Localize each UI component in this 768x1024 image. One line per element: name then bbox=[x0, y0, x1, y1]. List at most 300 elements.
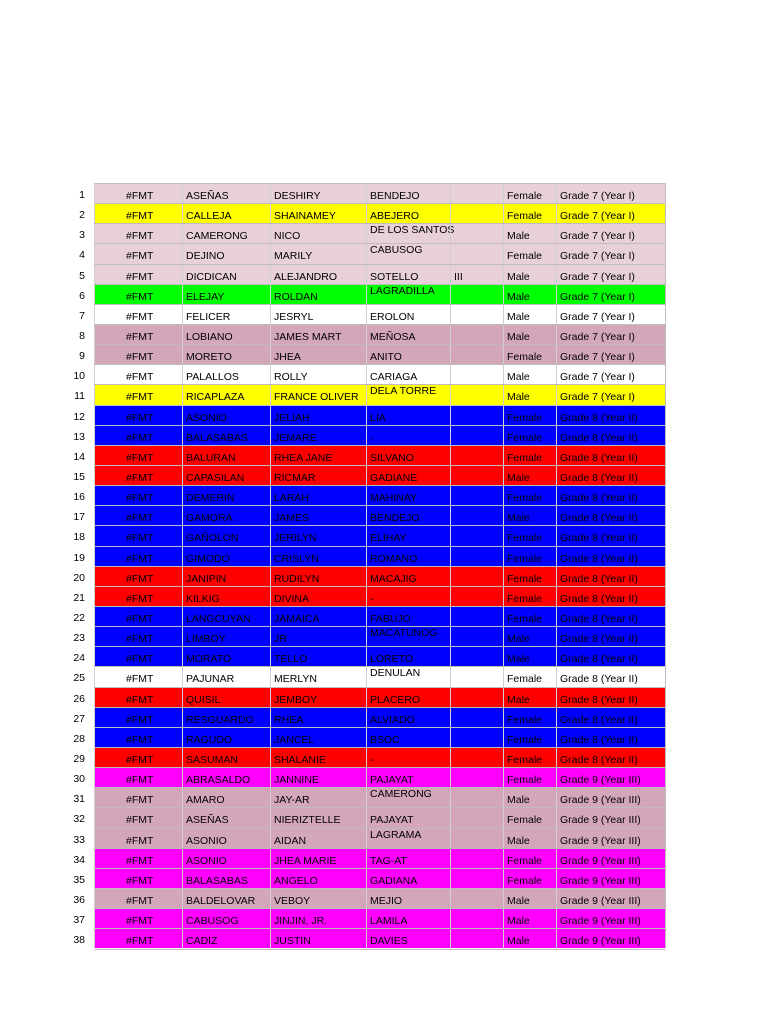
cell-middle-name[interactable] bbox=[366, 587, 450, 606]
cell-grade-level[interactable] bbox=[556, 748, 666, 767]
cell-first-name[interactable] bbox=[270, 224, 366, 243]
cell-sex[interactable] bbox=[503, 325, 556, 344]
cell-fmt-code[interactable] bbox=[94, 627, 182, 646]
cell-middle-name-text: BENDEJO bbox=[370, 190, 420, 202]
cell-middle-name[interactable] bbox=[366, 345, 450, 364]
row-band bbox=[94, 264, 666, 284]
cell-middle-name[interactable] bbox=[366, 849, 450, 868]
cell-last-name[interactable] bbox=[182, 486, 270, 505]
cell-first-name[interactable] bbox=[270, 808, 366, 827]
cell-last-name[interactable] bbox=[182, 627, 270, 646]
cell-last-name[interactable] bbox=[182, 526, 270, 545]
cell-last-name[interactable] bbox=[182, 587, 270, 606]
cell-grade-level[interactable] bbox=[556, 486, 666, 505]
cell-last-name[interactable] bbox=[182, 607, 270, 626]
cell-last-name[interactable] bbox=[182, 285, 270, 304]
cell-first-name[interactable] bbox=[270, 627, 366, 646]
cell-first-name[interactable] bbox=[270, 708, 366, 727]
cell-first-name[interactable] bbox=[270, 567, 366, 586]
cell-middle-name[interactable] bbox=[366, 204, 450, 223]
cell-sex[interactable] bbox=[503, 768, 556, 787]
cell-first-name[interactable] bbox=[270, 788, 366, 807]
cell-last-name-text: RAGUDO bbox=[186, 733, 233, 746]
cell-grade-level[interactable] bbox=[556, 426, 666, 445]
cell-middle-name-text: BENDEJO bbox=[370, 512, 420, 525]
cell-fmt-code[interactable] bbox=[94, 788, 182, 807]
cell-middle-name[interactable] bbox=[366, 607, 450, 626]
cell-grade-level[interactable] bbox=[556, 587, 666, 606]
cell-middle-name[interactable] bbox=[366, 627, 450, 646]
cell-suffix[interactable] bbox=[450, 224, 503, 243]
cell-fmt-code[interactable] bbox=[94, 708, 182, 727]
cell-sex[interactable] bbox=[503, 486, 556, 505]
cell-sex[interactable] bbox=[503, 244, 556, 263]
cell-suffix[interactable] bbox=[450, 385, 503, 404]
cell-middle-name[interactable] bbox=[366, 909, 450, 928]
cell-sex[interactable] bbox=[503, 446, 556, 465]
cell-fmt-code[interactable] bbox=[94, 406, 182, 425]
cell-middle-name[interactable] bbox=[366, 808, 450, 827]
cell-middle-name[interactable] bbox=[366, 567, 450, 586]
cell-grade-level[interactable] bbox=[556, 728, 666, 747]
cell-suffix[interactable] bbox=[450, 547, 503, 566]
cell-fmt-code[interactable] bbox=[94, 385, 182, 404]
cell-first-name[interactable] bbox=[270, 325, 366, 344]
cell-last-name[interactable] bbox=[182, 426, 270, 445]
row-number: 1 bbox=[79, 189, 85, 201]
cell-sex-text: Male bbox=[507, 310, 530, 323]
cell-middle-name[interactable] bbox=[366, 184, 450, 203]
cell-first-name[interactable] bbox=[270, 909, 366, 928]
cell-grade-level[interactable] bbox=[556, 506, 666, 525]
cell-first-name[interactable] bbox=[270, 849, 366, 868]
cell-fmt-code[interactable] bbox=[94, 204, 182, 223]
cell-last-name[interactable] bbox=[182, 748, 270, 767]
cell-middle-name-text: - bbox=[370, 592, 374, 605]
cell-last-name[interactable] bbox=[182, 567, 270, 586]
cell-middle-name[interactable] bbox=[366, 325, 450, 344]
cell-suffix[interactable] bbox=[450, 486, 503, 505]
cell-first-name-text: JESRYL bbox=[274, 310, 314, 323]
cell-suffix[interactable] bbox=[450, 567, 503, 586]
cell-last-name[interactable] bbox=[182, 708, 270, 727]
cell-first-name[interactable] bbox=[270, 647, 366, 666]
cell-grade-level[interactable] bbox=[556, 667, 666, 686]
cell-first-name[interactable] bbox=[270, 728, 366, 747]
cell-last-name[interactable] bbox=[182, 224, 270, 243]
cell-fmt-code[interactable] bbox=[94, 909, 182, 928]
cell-grade-level[interactable] bbox=[556, 869, 666, 888]
cell-last-name[interactable] bbox=[182, 788, 270, 807]
cell-middle-name[interactable] bbox=[366, 889, 450, 908]
cell-first-name[interactable] bbox=[270, 385, 366, 404]
cell-last-name[interactable] bbox=[182, 547, 270, 566]
cell-grade-level[interactable] bbox=[556, 627, 666, 646]
cell-sex[interactable] bbox=[503, 627, 556, 646]
cell-grade-level[interactable] bbox=[556, 708, 666, 727]
cell-middle-name[interactable] bbox=[366, 406, 450, 425]
cell-sex[interactable] bbox=[503, 184, 556, 203]
cell-grade-level[interactable] bbox=[556, 567, 666, 586]
cell-suffix[interactable] bbox=[450, 688, 503, 707]
cell-grade-level[interactable] bbox=[556, 305, 666, 324]
cell-middle-name[interactable] bbox=[366, 526, 450, 545]
row-band bbox=[94, 203, 666, 223]
cell-last-name[interactable] bbox=[182, 647, 270, 666]
cell-sex[interactable] bbox=[503, 406, 556, 425]
cell-grade-level[interactable] bbox=[556, 244, 666, 263]
cell-last-name[interactable] bbox=[182, 305, 270, 324]
cell-suffix[interactable] bbox=[450, 587, 503, 606]
row-number: 36 bbox=[73, 893, 85, 906]
cell-first-name-text: DIVINA bbox=[274, 592, 310, 605]
cell-fmt-code[interactable] bbox=[94, 305, 182, 324]
cell-last-name[interactable] bbox=[182, 265, 270, 284]
cell-suffix[interactable] bbox=[450, 406, 503, 425]
cell-grade-level[interactable] bbox=[556, 184, 666, 203]
cell-middle-name[interactable] bbox=[366, 305, 450, 324]
cell-middle-name[interactable] bbox=[366, 486, 450, 505]
cell-grade-level[interactable] bbox=[556, 325, 666, 344]
cell-grade-level[interactable] bbox=[556, 406, 666, 425]
cell-first-name[interactable] bbox=[270, 748, 366, 767]
cell-last-name[interactable] bbox=[182, 768, 270, 787]
cell-suffix[interactable] bbox=[450, 889, 503, 908]
cell-first-name-text: ROLLY bbox=[274, 371, 308, 384]
cell-last-name[interactable] bbox=[182, 889, 270, 908]
cell-first-name[interactable] bbox=[270, 406, 366, 425]
cell-grade-level[interactable] bbox=[556, 768, 666, 787]
cell-last-name[interactable] bbox=[182, 365, 270, 384]
cell-sex[interactable] bbox=[503, 204, 556, 223]
cell-suffix[interactable] bbox=[450, 244, 503, 263]
cell-fmt-code[interactable] bbox=[94, 184, 182, 203]
cell-last-name[interactable] bbox=[182, 466, 270, 485]
cell-sex[interactable] bbox=[503, 748, 556, 767]
cell-suffix[interactable] bbox=[450, 506, 503, 525]
cell-middle-name[interactable] bbox=[366, 244, 450, 263]
cell-sex[interactable] bbox=[503, 547, 556, 566]
cell-last-name[interactable] bbox=[182, 184, 270, 203]
cell-first-name[interactable] bbox=[270, 426, 366, 445]
cell-suffix[interactable] bbox=[450, 325, 503, 344]
cell-last-name[interactable] bbox=[182, 829, 270, 848]
cell-grade-level[interactable] bbox=[556, 385, 666, 404]
cell-first-name[interactable] bbox=[270, 204, 366, 223]
cell-middle-name[interactable] bbox=[366, 285, 450, 304]
cell-sex[interactable] bbox=[503, 587, 556, 606]
row-number: 29 bbox=[73, 752, 85, 765]
cell-middle-name[interactable] bbox=[366, 647, 450, 666]
cell-grade-level-text: Grade 9 (Year III) bbox=[560, 894, 641, 907]
cell-sex[interactable] bbox=[503, 224, 556, 243]
cell-grade-level[interactable] bbox=[556, 345, 666, 364]
cell-first-name-text: RHEA bbox=[274, 713, 304, 726]
cell-last-name[interactable] bbox=[182, 345, 270, 364]
cell-suffix[interactable] bbox=[450, 526, 503, 545]
cell-first-name[interactable] bbox=[270, 607, 366, 626]
cell-grade-level[interactable] bbox=[556, 849, 666, 868]
cell-grade-level[interactable] bbox=[556, 265, 666, 284]
cell-last-name[interactable] bbox=[182, 244, 270, 263]
cell-middle-name[interactable] bbox=[366, 728, 450, 747]
cell-last-name[interactable] bbox=[182, 385, 270, 404]
cell-first-name[interactable] bbox=[270, 345, 366, 364]
cell-last-name[interactable] bbox=[182, 929, 270, 948]
cell-middle-name[interactable] bbox=[366, 667, 450, 686]
cell-sex[interactable] bbox=[503, 929, 556, 948]
cell-last-name[interactable] bbox=[182, 909, 270, 928]
cell-suffix[interactable] bbox=[450, 849, 503, 868]
cell-suffix[interactable] bbox=[450, 365, 503, 384]
cell-first-name[interactable] bbox=[270, 305, 366, 324]
cell-sex[interactable] bbox=[503, 667, 556, 686]
cell-grade-level[interactable] bbox=[556, 446, 666, 465]
cell-middle-name[interactable] bbox=[366, 688, 450, 707]
cell-fmt-code[interactable] bbox=[94, 869, 182, 888]
cell-last-name-text: LOBIANO bbox=[186, 330, 233, 343]
cell-suffix[interactable] bbox=[450, 285, 503, 304]
cell-sex[interactable] bbox=[503, 708, 556, 727]
cell-first-name[interactable] bbox=[270, 768, 366, 787]
cell-fmt-code[interactable] bbox=[94, 567, 182, 586]
cell-fmt-code[interactable] bbox=[94, 265, 182, 284]
cell-sex[interactable] bbox=[503, 728, 556, 747]
cell-middle-name[interactable] bbox=[366, 869, 450, 888]
cell-suffix[interactable] bbox=[450, 748, 503, 767]
cell-last-name[interactable] bbox=[182, 406, 270, 425]
cell-grade-level[interactable] bbox=[556, 688, 666, 707]
cell-middle-name[interactable] bbox=[366, 748, 450, 767]
cell-last-name[interactable] bbox=[182, 446, 270, 465]
cell-sex[interactable] bbox=[503, 567, 556, 586]
cell-middle-name[interactable] bbox=[366, 265, 450, 284]
cell-grade-level[interactable] bbox=[556, 607, 666, 626]
cell-suffix[interactable] bbox=[450, 466, 503, 485]
cell-sex[interactable] bbox=[503, 365, 556, 384]
row-band bbox=[94, 928, 666, 948]
cell-grade-level[interactable] bbox=[556, 285, 666, 304]
cell-suffix[interactable] bbox=[450, 184, 503, 203]
cell-first-name[interactable] bbox=[270, 889, 366, 908]
cell-suffix[interactable] bbox=[450, 829, 503, 848]
cell-fmt-code[interactable] bbox=[94, 929, 182, 948]
cell-suffix[interactable] bbox=[450, 869, 503, 888]
cell-middle-name[interactable] bbox=[366, 466, 450, 485]
cell-suffix[interactable] bbox=[450, 607, 503, 626]
cell-fmt-code[interactable] bbox=[94, 486, 182, 505]
cell-sex[interactable] bbox=[503, 506, 556, 525]
cell-sex[interactable] bbox=[503, 889, 556, 908]
cell-fmt-code[interactable] bbox=[94, 466, 182, 485]
cell-first-name[interactable] bbox=[270, 184, 366, 203]
cell-suffix[interactable] bbox=[450, 667, 503, 686]
cell-sex[interactable] bbox=[503, 808, 556, 827]
cell-first-name[interactable] bbox=[270, 688, 366, 707]
cell-sex[interactable] bbox=[503, 909, 556, 928]
cell-last-name[interactable] bbox=[182, 869, 270, 888]
cell-suffix[interactable] bbox=[450, 768, 503, 787]
cell-sex[interactable] bbox=[503, 526, 556, 545]
cell-last-name[interactable] bbox=[182, 728, 270, 747]
cell-sex[interactable] bbox=[503, 426, 556, 445]
row-number: 17 bbox=[73, 511, 85, 524]
cell-first-name[interactable] bbox=[270, 265, 366, 284]
row-band bbox=[94, 445, 666, 465]
cell-fmt-code[interactable] bbox=[94, 446, 182, 465]
cell-sex[interactable] bbox=[503, 869, 556, 888]
cell-first-name[interactable] bbox=[270, 285, 366, 304]
cell-grade-level[interactable] bbox=[556, 808, 666, 827]
cell-fmt-code[interactable] bbox=[94, 506, 182, 525]
cell-fmt-code[interactable] bbox=[94, 748, 182, 767]
cell-last-name[interactable] bbox=[182, 688, 270, 707]
cell-fmt-code[interactable] bbox=[94, 526, 182, 545]
cell-first-name[interactable] bbox=[270, 667, 366, 686]
cell-fmt-code[interactable] bbox=[94, 688, 182, 707]
cell-sex[interactable] bbox=[503, 849, 556, 868]
cell-middle-name[interactable] bbox=[366, 426, 450, 445]
cell-last-name[interactable] bbox=[182, 808, 270, 827]
cell-fmt-code-text: #FMT bbox=[126, 391, 154, 404]
cell-first-name[interactable] bbox=[270, 466, 366, 485]
cell-first-name[interactable] bbox=[270, 244, 366, 263]
cell-first-name[interactable] bbox=[270, 486, 366, 505]
cell-suffix[interactable] bbox=[450, 204, 503, 223]
cell-first-name[interactable] bbox=[270, 365, 366, 384]
cell-suffix[interactable] bbox=[450, 708, 503, 727]
cell-fmt-code[interactable] bbox=[94, 587, 182, 606]
cell-first-name[interactable] bbox=[270, 929, 366, 948]
cell-grade-level[interactable] bbox=[556, 909, 666, 928]
cell-last-name-text: GAÑOLON bbox=[186, 532, 239, 545]
cell-sex[interactable] bbox=[503, 607, 556, 626]
cell-middle-name[interactable] bbox=[366, 829, 450, 848]
cell-fmt-code[interactable] bbox=[94, 345, 182, 364]
cell-middle-name[interactable] bbox=[366, 446, 450, 465]
cell-fmt-code[interactable] bbox=[94, 547, 182, 566]
cell-middle-name[interactable] bbox=[366, 768, 450, 787]
cell-sex[interactable] bbox=[503, 647, 556, 666]
cell-first-name[interactable] bbox=[270, 587, 366, 606]
cell-suffix[interactable] bbox=[450, 446, 503, 465]
row-band bbox=[94, 606, 666, 626]
cell-suffix[interactable] bbox=[450, 808, 503, 827]
cell-sex[interactable] bbox=[503, 265, 556, 284]
cell-suffix[interactable] bbox=[450, 345, 503, 364]
row-band bbox=[94, 908, 666, 928]
cell-last-name[interactable] bbox=[182, 849, 270, 868]
cell-fmt-code[interactable] bbox=[94, 365, 182, 384]
cell-middle-name[interactable] bbox=[366, 506, 450, 525]
cell-sex[interactable] bbox=[503, 305, 556, 324]
cell-suffix[interactable] bbox=[450, 265, 503, 284]
cell-suffix[interactable] bbox=[450, 788, 503, 807]
cell-fmt-code[interactable] bbox=[94, 849, 182, 868]
cell-suffix[interactable] bbox=[450, 728, 503, 747]
cell-fmt-code[interactable] bbox=[94, 889, 182, 908]
cell-last-name[interactable] bbox=[182, 506, 270, 525]
row-band bbox=[94, 525, 666, 545]
cell-suffix[interactable] bbox=[450, 929, 503, 948]
cell-last-name[interactable] bbox=[182, 325, 270, 344]
cell-fmt-code[interactable] bbox=[94, 768, 182, 787]
cell-grade-level-text: Grade 8 (Year II) bbox=[560, 653, 638, 666]
cell-last-name[interactable] bbox=[182, 667, 270, 686]
row-number: 37 bbox=[73, 914, 85, 927]
cell-middle-name[interactable] bbox=[366, 365, 450, 384]
cell-fmt-code[interactable] bbox=[94, 647, 182, 666]
cell-grade-level[interactable] bbox=[556, 829, 666, 848]
cell-middle-name[interactable] bbox=[366, 929, 450, 948]
cell-middle-name[interactable] bbox=[366, 788, 450, 807]
cell-first-name-text: ALEJANDRO bbox=[274, 270, 338, 283]
cell-middle-name[interactable] bbox=[366, 224, 455, 243]
cell-fmt-code[interactable] bbox=[94, 224, 182, 243]
cell-fmt-code[interactable] bbox=[94, 667, 182, 686]
cell-grade-level[interactable] bbox=[556, 526, 666, 545]
cell-last-name[interactable] bbox=[182, 204, 270, 223]
row-band bbox=[94, 243, 666, 263]
cell-middle-name-text: ALVIADO bbox=[370, 713, 415, 726]
cell-first-name[interactable] bbox=[270, 526, 366, 545]
cell-first-name[interactable] bbox=[270, 547, 366, 566]
cell-suffix[interactable] bbox=[450, 426, 503, 445]
cell-fmt-code[interactable] bbox=[94, 285, 182, 304]
cell-suffix[interactable] bbox=[450, 647, 503, 666]
cell-grade-level[interactable] bbox=[556, 365, 666, 384]
cell-suffix[interactable] bbox=[450, 627, 503, 646]
cell-fmt-code[interactable] bbox=[94, 426, 182, 445]
cell-fmt-code[interactable] bbox=[94, 829, 182, 848]
cell-grade-level[interactable] bbox=[556, 547, 666, 566]
cell-fmt-code[interactable] bbox=[94, 607, 182, 626]
cell-grade-level[interactable] bbox=[556, 889, 666, 908]
cell-fmt-code[interactable] bbox=[94, 808, 182, 827]
cell-fmt-code[interactable] bbox=[94, 244, 182, 263]
cell-sex[interactable] bbox=[503, 688, 556, 707]
row-number: 14 bbox=[73, 450, 85, 463]
cell-fmt-code-text: #FMT bbox=[126, 854, 154, 867]
cell-first-name[interactable] bbox=[270, 446, 366, 465]
cell-middle-name[interactable] bbox=[366, 708, 450, 727]
cell-sex-text: Female bbox=[507, 733, 543, 746]
cell-sex[interactable] bbox=[503, 285, 556, 304]
cell-grade-level[interactable] bbox=[556, 204, 666, 223]
cell-first-name[interactable] bbox=[270, 869, 366, 888]
cell-fmt-code[interactable] bbox=[94, 325, 182, 344]
cell-fmt-code-text: #FMT bbox=[126, 371, 154, 384]
cell-middle-name[interactable] bbox=[366, 385, 450, 404]
cell-grade-level[interactable] bbox=[556, 929, 666, 948]
cell-sex[interactable] bbox=[503, 345, 556, 364]
cell-fmt-code[interactable] bbox=[94, 728, 182, 747]
cell-sex[interactable] bbox=[503, 385, 556, 404]
cell-grade-level[interactable] bbox=[556, 466, 666, 485]
cell-grade-level[interactable] bbox=[556, 788, 666, 807]
cell-sex[interactable] bbox=[503, 829, 556, 848]
cell-middle-name[interactable] bbox=[366, 547, 450, 566]
cell-grade-level[interactable] bbox=[556, 224, 666, 243]
cell-grade-level[interactable] bbox=[556, 647, 666, 666]
cell-grade-level-text: Grade 9 (Year III) bbox=[560, 834, 641, 847]
cell-sex[interactable] bbox=[503, 788, 556, 807]
cell-first-name[interactable] bbox=[270, 829, 366, 848]
cell-suffix[interactable] bbox=[450, 909, 503, 928]
cell-suffix[interactable] bbox=[450, 305, 503, 324]
cell-sex[interactable] bbox=[503, 466, 556, 485]
cell-first-name[interactable] bbox=[270, 506, 366, 525]
